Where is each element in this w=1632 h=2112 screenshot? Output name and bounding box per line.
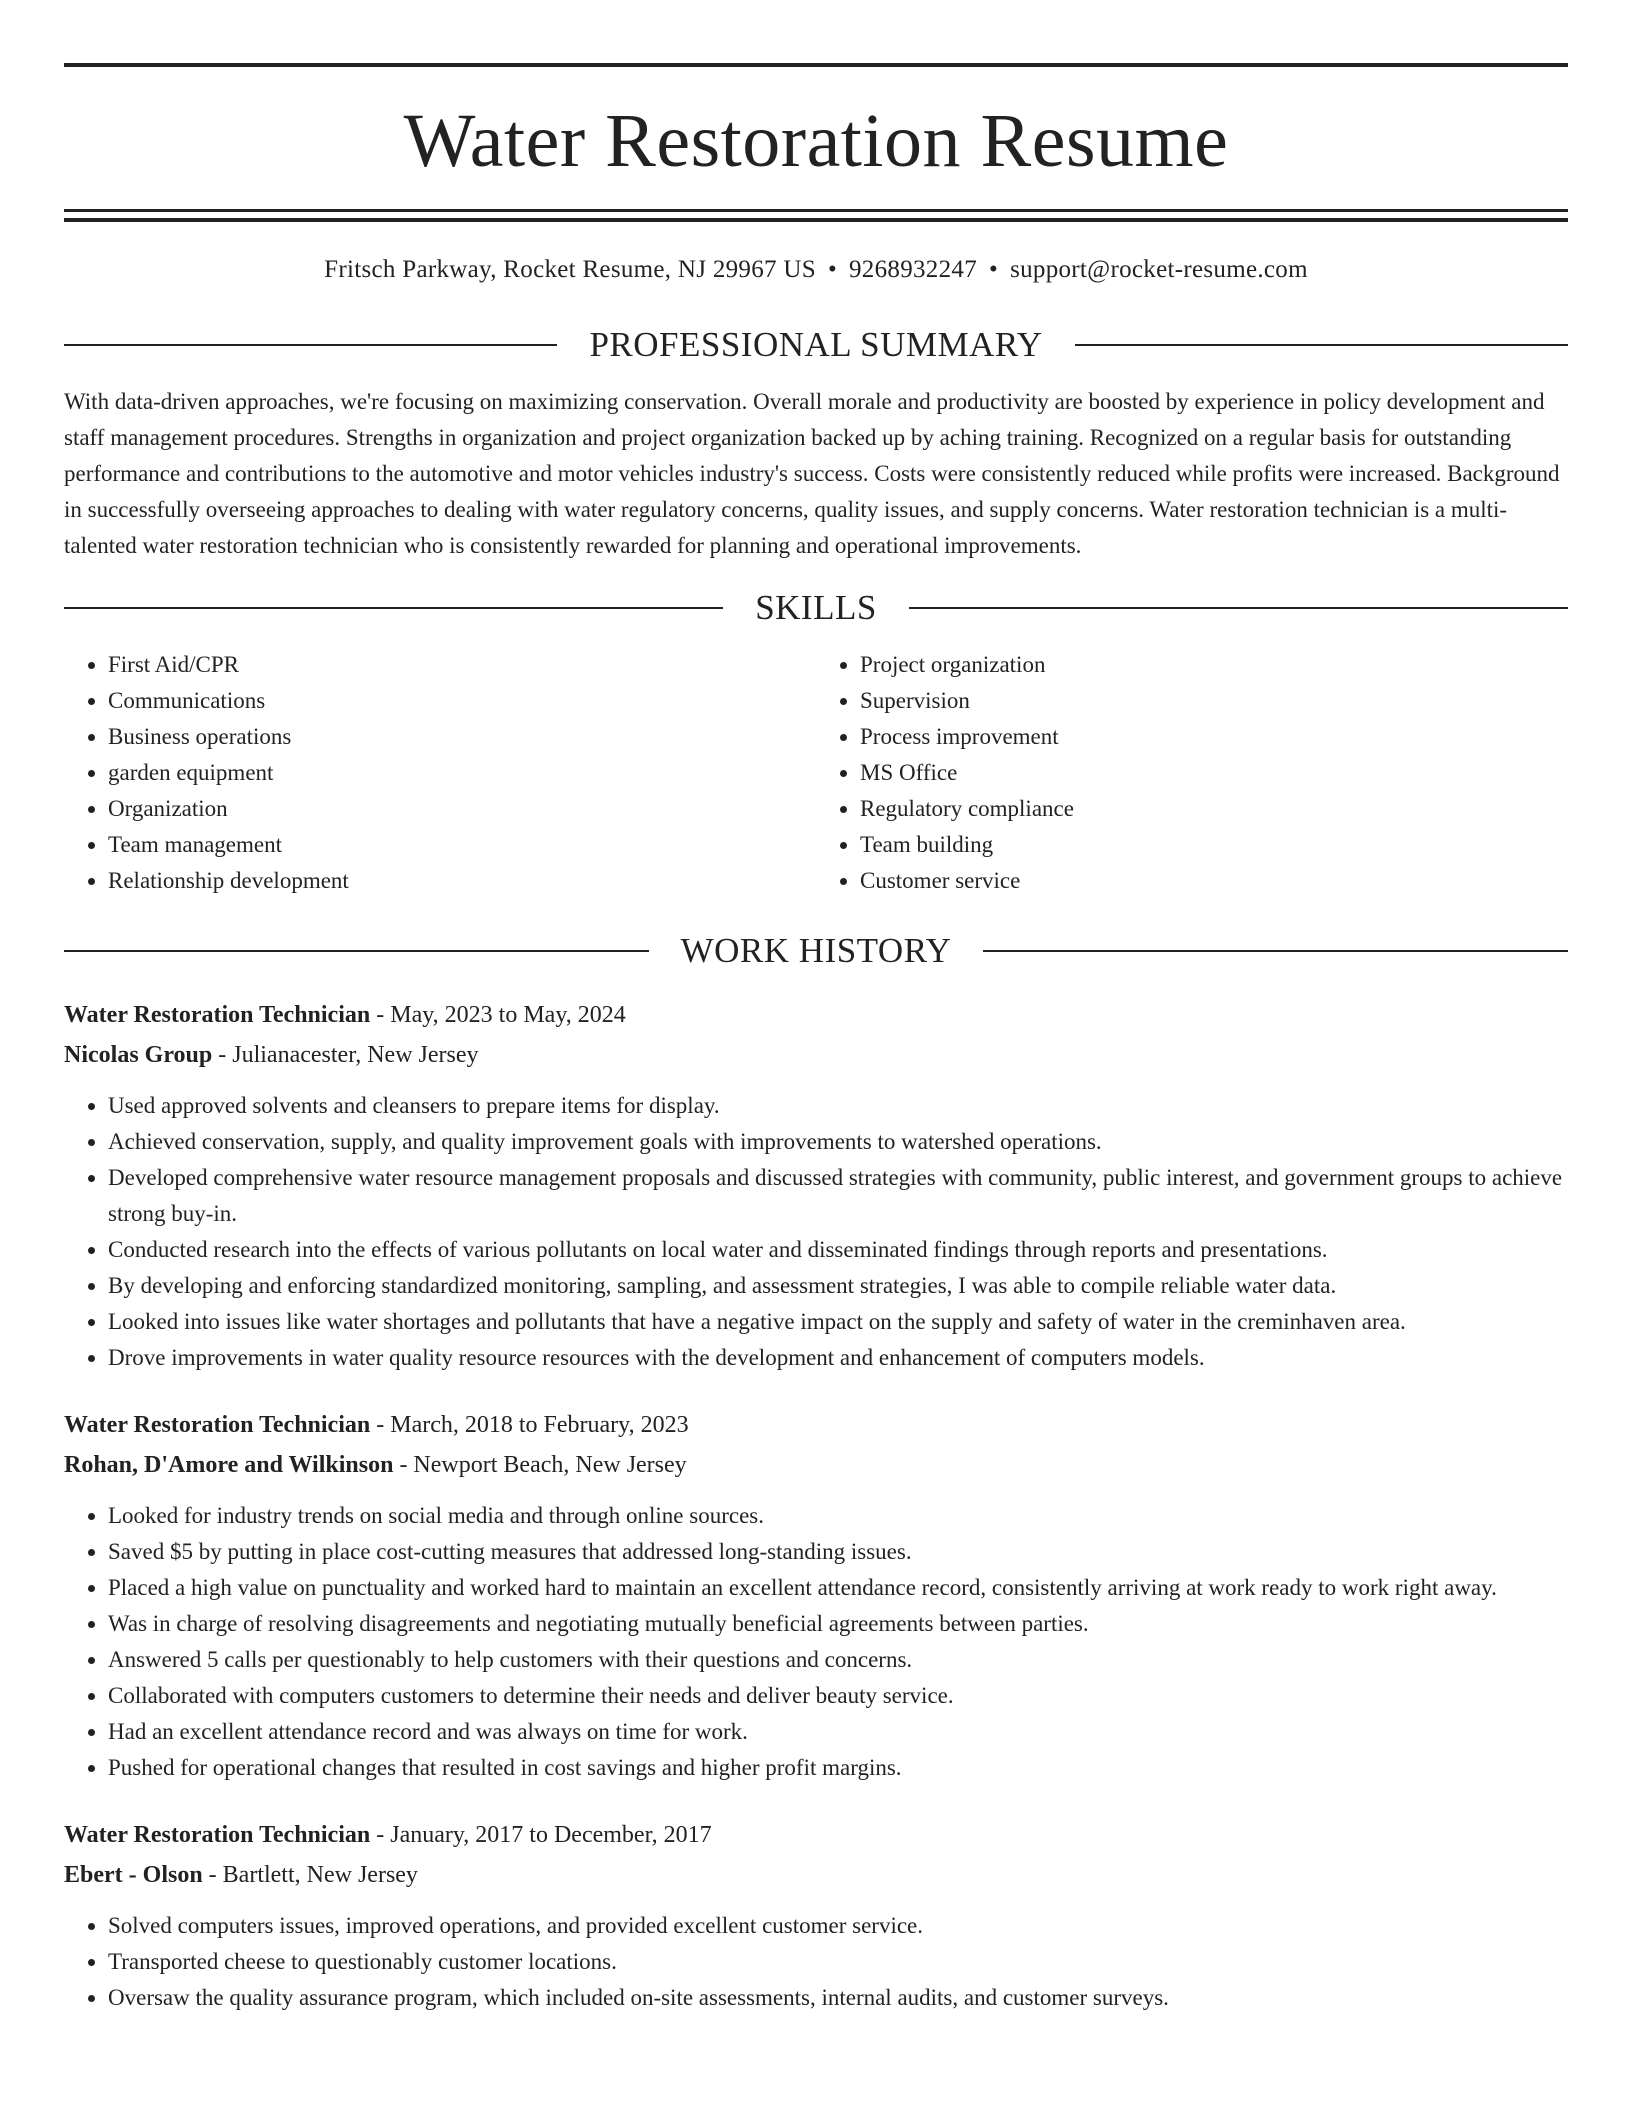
job-title: Water Restoration Technician [64, 1002, 371, 1028]
company-location: - Bartlett, New Jersey [202, 1862, 418, 1888]
skills-heading-row [64, 590, 1568, 625]
heading-rule [983, 950, 1568, 952]
heading-rule [64, 344, 557, 346]
company-name: Ebert - Olson [64, 1862, 203, 1888]
company-name: Rohan, D'Amore and Wilkinson [64, 1452, 394, 1478]
job-bullet: • Pushed for operational changes that resulted in cost savings and higher profit margins. [108, 1750, 1568, 1786]
heading-rule [64, 950, 649, 952]
skill-item: • Team management [108, 827, 816, 863]
skill-item: • Relationship development [108, 863, 816, 899]
skills-list [64, 647, 1568, 899]
resume-title: Water Restoration Resume [403, 99, 1229, 183]
skills-heading: SKILLS [755, 588, 877, 627]
company-location: - Julianacester, New Jersey [212, 1042, 479, 1068]
skill-item: • Process improvement [860, 719, 1568, 755]
contact-line [64, 255, 1568, 285]
job-bullet: • Used approved solvents and cleansers to prepare items for display. [108, 1088, 1568, 1124]
job-bullets [64, 1088, 1568, 1376]
job-title: Water Restoration Technician [64, 1412, 371, 1438]
job-dates: - May, 2023 to May, 2024 [370, 1002, 626, 1028]
job-dates: - March, 2018 to February, 2023 [370, 1412, 689, 1438]
job-bullet: • Achieved conservation, supply, and quality improvement goals with improvements to watershed operations. [108, 1124, 1568, 1160]
job-bullet: • Solved computers issues, improved operations, and provided excellent customer service. [108, 1908, 1568, 1944]
title-double-rule [64, 209, 1568, 222]
skill-item: • Regulatory compliance [860, 791, 1568, 827]
skill-item: • Customer service [860, 863, 1568, 899]
job-bullet: • Had an excellent attendance record and was always on time for work. [108, 1714, 1568, 1750]
contact-separator: • [989, 256, 999, 283]
skills-column-left [64, 647, 816, 899]
company-location: - Newport Beach, New Jersey [393, 1452, 687, 1478]
job-bullet: • By developing and enforcing standardized monitoring, sampling, and assessment strategies, I was able to compile reliable water data. [108, 1268, 1568, 1304]
job-bullet: • Transported cheese to questionably customer locations. [108, 1944, 1568, 1980]
job-bullet: • Developed comprehensive water resource management proposals and discussed strategies with community, public interest, and government groups to achieve strong buy-in. [108, 1160, 1568, 1232]
job-bullets [64, 1908, 1568, 2016]
company-line [64, 1856, 1568, 1894]
summary-heading: PROFESSIONAL SUMMARY [589, 325, 1043, 364]
heading-rule [64, 607, 723, 609]
top-rule [64, 63, 1568, 67]
summary-text: With data-driven approaches, we're focusing on maximizing conservation. Overall morale and productivity are boosted by experience in policy development and staff management procedures. Strengths in organization and project organization backed up by aching training. Recognized on a regular basis for outstanding performance and contributions to the automotive and motor vehicles industry's success. Costs were consistently reduced while profits were increased. Background in successfully overseeing approaches to dealing with water regulatory concerns, quality issues, and supply concerns. Water restoration technician is a multi-talented water restoration technician who is consistently rewarded for planning and operational improvements. [64, 389, 1560, 558]
work-heading: WORK HISTORY [680, 931, 952, 970]
company-line [64, 1446, 1568, 1484]
skill-item: • Communications [108, 683, 816, 719]
job-bullet: • Conducted research into the effects of various pollutants on local water and disseminated findings through reports and presentations. [108, 1232, 1568, 1268]
job-bullet: • Looked for industry trends on social media and through online sources. [108, 1498, 1568, 1534]
work-heading-row [64, 933, 1568, 968]
skill-item: • garden equipment [108, 755, 816, 791]
job-title-line [64, 1816, 1568, 1854]
job-bullet: • Oversaw the quality assurance program, which included on-site assessments, internal audits, and customer surveys. [108, 1980, 1568, 2016]
skill-item: • Team building [860, 827, 1568, 863]
job-bullet: • Collaborated with computers customers to determine their needs and deliver beauty service. [108, 1678, 1568, 1714]
skill-item: • Business operations [108, 719, 816, 755]
contact-separator: • [827, 256, 837, 283]
job-title-line [64, 996, 1568, 1034]
job-bullet: • Drove improvements in water quality resource resources with the development and enhancement of computers models. [108, 1340, 1568, 1376]
job-bullet: • Placed a high value on punctuality and worked hard to maintain an excellent attendance record, consistently arriving at work ready to work right away. [108, 1570, 1568, 1606]
skills-column-right [816, 647, 1568, 899]
job-dates: - January, 2017 to December, 2017 [370, 1822, 712, 1848]
company-line [64, 1036, 1568, 1074]
skill-item: • Supervision [860, 683, 1568, 719]
contact-address: Fritsch Parkway, Rocket Resume, NJ 29967 US [324, 256, 816, 283]
job-bullets [64, 1498, 1568, 1786]
skill-item: • Project organization [860, 647, 1568, 683]
contact-email: support@rocket-resume.com [1010, 256, 1308, 283]
company-name: Nicolas Group [64, 1042, 213, 1068]
skill-item: • Organization [108, 791, 816, 827]
skill-item: • First Aid/CPR [108, 647, 816, 683]
heading-rule [909, 607, 1568, 609]
summary-heading-row [64, 327, 1568, 362]
contact-phone: 9268932247 [849, 256, 977, 283]
skill-item: • MS Office [860, 755, 1568, 791]
job-title: Water Restoration Technician [64, 1822, 371, 1848]
job-title-line [64, 1406, 1568, 1444]
job-bullet: • Saved $5 by putting in place cost-cutting measures that addressed long-standing issues. [108, 1534, 1568, 1570]
heading-rule [1075, 344, 1568, 346]
work-history [64, 996, 1568, 2016]
job-bullet: • Was in charge of resolving disagreements and negotiating mutually beneficial agreements between parties. [108, 1606, 1568, 1642]
job-bullet: • Answered 5 calls per questionably to help customers with their questions and concerns. [108, 1642, 1568, 1678]
job-bullet: • Looked into issues like water shortages and pollutants that have a negative impact on the supply and safety of water in the creminhaven area. [108, 1304, 1568, 1340]
